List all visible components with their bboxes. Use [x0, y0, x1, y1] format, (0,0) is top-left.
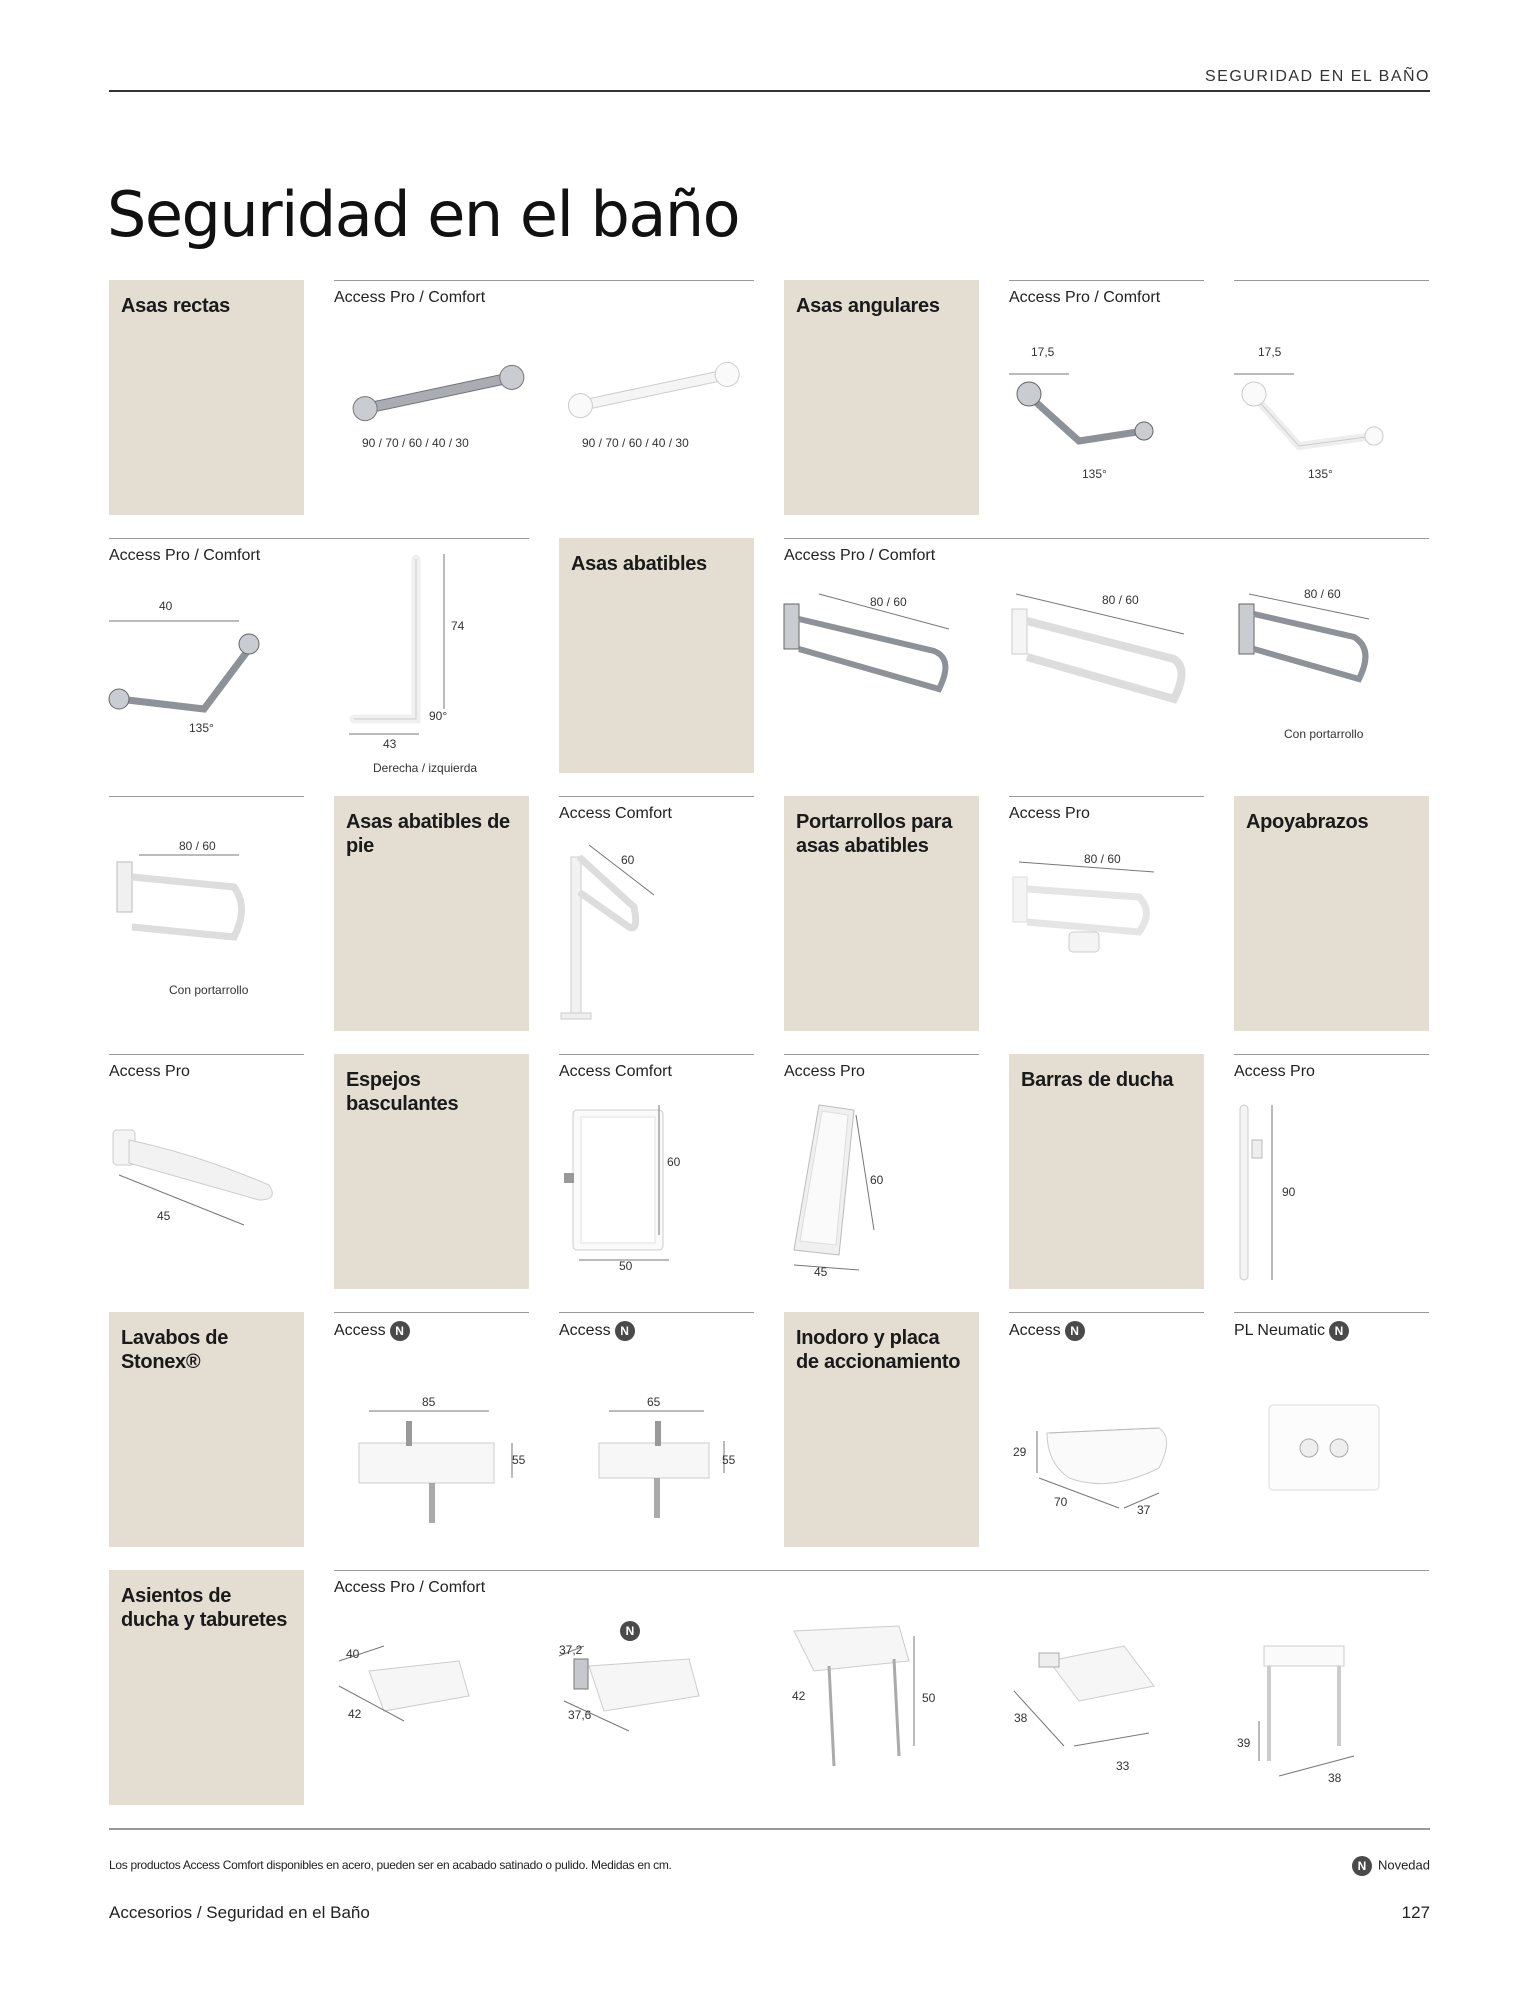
dim-label: 17,5 — [1031, 345, 1055, 359]
dim-label: 45 — [157, 1209, 171, 1223]
page-title: Seguridad en el baño — [107, 178, 740, 251]
section-tag: SEGURIDAD EN EL BAÑO — [1204, 68, 1430, 85]
angle-label: 135° — [189, 721, 214, 735]
dim-label: 74 — [451, 619, 465, 633]
range-label: Access Comfort — [559, 1063, 672, 1080]
footer-rule — [109, 1828, 1430, 1830]
dim-label: 50 — [619, 1259, 633, 1273]
angle-label: 90° — [429, 709, 448, 723]
legend-label: Novedad — [1377, 1857, 1430, 1873]
product-angular-and-vertical — [109, 538, 529, 773]
novedad-badge: N — [615, 1321, 635, 1341]
category-espejos: Espejos basculantes — [334, 1054, 529, 1289]
washbasin-85-image — [334, 1313, 529, 1548]
dim-label: 37,6 — [568, 1708, 592, 1722]
range-label: Access Pro — [1234, 1063, 1315, 1080]
dim-label: 80 / 60 — [870, 595, 907, 609]
product-inodoro — [1009, 1312, 1204, 1547]
dim-label: 33 — [1116, 1759, 1130, 1773]
novedad-badge: N — [1352, 1856, 1372, 1876]
dim-label: 38 — [1328, 1771, 1342, 1785]
dim-label: 42 — [348, 1707, 362, 1721]
header-rule — [109, 90, 1430, 92]
product-portarrollos — [1009, 796, 1204, 1031]
dim-label: 38 — [1014, 1711, 1028, 1725]
dim-label: 60 — [621, 853, 635, 867]
category-portarrollos: Portarrollos para asas abatibles — [784, 796, 979, 1031]
shower-bar-image — [1234, 1055, 1429, 1290]
dim-label: 17,5 — [1258, 345, 1282, 359]
novedad-badge: N — [620, 1621, 640, 1641]
range-label: Access Pro / Comfort — [334, 289, 486, 306]
product-asas-rectas — [334, 280, 754, 515]
product-espejo-pro — [784, 1054, 979, 1289]
novedad-badge: N — [390, 1321, 410, 1341]
angle-label: 135° — [1308, 467, 1333, 481]
range-label: Access Pro — [1009, 805, 1090, 822]
product-abatible-white-portarrollo — [109, 796, 304, 1031]
product-abatible-pie — [559, 796, 754, 1031]
range-label: Access Comfort — [559, 805, 672, 822]
category-asientos: Asientos de ducha y taburetes — [109, 1570, 304, 1805]
dim-label: 80 / 60 — [1304, 587, 1341, 601]
flush-plate-image — [1234, 1313, 1429, 1548]
dim-label: 42 — [792, 1689, 806, 1703]
category-inodoro: Inodoro y placa de accionamiento — [784, 1312, 979, 1547]
range-name: Access — [334, 1322, 386, 1340]
dim-label: 40 — [346, 1647, 360, 1661]
dim-label: 40 — [159, 599, 173, 613]
dim-label: 80 / 60 — [179, 839, 216, 853]
novedad-badge: N — [1329, 1321, 1349, 1341]
footnote: Los productos Access Comfort disponibles en acero, pueden ser en acabado satinado o pulido. Medidas en cm. — [109, 1858, 672, 1872]
product-espejo-comfort — [559, 1054, 754, 1289]
dim-label: 60 — [870, 1173, 884, 1187]
range-name: PL Neumatic — [1234, 1322, 1325, 1340]
dim-label: 70 — [1054, 1495, 1068, 1509]
derecha-izquierda-note: Derecha / izquierda — [373, 761, 478, 775]
dim-label: 80 / 60 — [1084, 852, 1121, 866]
category-apoyabrazos: Apoyabrazos — [1234, 796, 1429, 1031]
dim-label: 50 — [922, 1691, 936, 1705]
armrest-image — [109, 1055, 304, 1290]
dim-label: 65 — [647, 1395, 661, 1409]
category-asas-abatibles: Asas abatibles — [559, 538, 754, 773]
tilting-mirror-image — [559, 1055, 754, 1290]
dim-label: 55 — [722, 1453, 736, 1467]
length-dim: 90 / 70 / 60 / 40 / 30 — [582, 436, 689, 450]
floor-folding-bar-image — [559, 797, 754, 1032]
range-label: Access Pro — [109, 1063, 190, 1080]
con-portarrollo-note: Con portarrollo — [1284, 727, 1364, 741]
product-angular-steel — [1009, 280, 1204, 515]
con-portarrollo-note: Con portarrollo — [169, 983, 249, 997]
steel-straight-bar-image — [334, 281, 754, 516]
dim-label: 60 — [667, 1155, 681, 1169]
range-label: Access Pro — [784, 1063, 865, 1080]
range-label: Access Pro / Comfort — [784, 547, 936, 564]
product-angular-white — [1234, 280, 1429, 515]
breadcrumb: Accesorios / Seguridad en el Baño — [109, 1903, 370, 1922]
product-asas-abatibles — [784, 538, 1429, 773]
range-name: Access — [1009, 1322, 1061, 1340]
washbasin-65-image — [559, 1313, 754, 1548]
dim-label: 90 — [1282, 1185, 1296, 1199]
range-label: Access Pro / Comfort — [334, 1579, 486, 1596]
category-asas-abatibles-pie: Asas abatibles de pie — [334, 796, 529, 1031]
dim-label: 37,2 — [559, 1643, 583, 1657]
novedad-badge: N — [1065, 1321, 1085, 1341]
product-barra-ducha — [1234, 1054, 1429, 1289]
dim-label: 45 — [814, 1265, 828, 1279]
dim-label: 39 — [1237, 1736, 1251, 1750]
angle-label: 135° — [1082, 467, 1107, 481]
dim-label: 85 — [422, 1395, 436, 1409]
novedad-legend — [1348, 1856, 1430, 1876]
range-label: Access Pro / Comfort — [1009, 289, 1161, 306]
product-lavabo-85 — [334, 1312, 529, 1547]
range-name: Access — [559, 1322, 611, 1340]
dim-label: 29 — [1013, 1445, 1027, 1459]
product-lavabo-65 — [559, 1312, 754, 1547]
product-asientos — [334, 1570, 1429, 1805]
category-asas-rectas: Asas rectas — [109, 280, 304, 515]
category-lavabos: Lavabos de Stonex® — [109, 1312, 304, 1547]
category-asas-angulares: Asas angulares — [784, 280, 979, 515]
shower-seats-image — [334, 1571, 1429, 1806]
dim-label: 55 — [512, 1453, 526, 1467]
length-dim: 90 / 70 / 60 / 40 / 30 — [362, 436, 469, 450]
page-number: 127 — [1401, 1903, 1430, 1922]
range-label: Access Pro / Comfort — [109, 547, 261, 564]
dim-label: 37 — [1137, 1503, 1151, 1517]
product-apoyabrazos — [109, 1054, 304, 1289]
product-placa-accionamiento — [1234, 1312, 1429, 1547]
dim-label: 43 — [383, 737, 397, 751]
portarrollo-bar-image — [1009, 797, 1204, 1032]
toilet-image — [1009, 1313, 1204, 1548]
dim-label: 80 / 60 — [1102, 593, 1139, 607]
angular-and-l-bar-image — [109, 539, 529, 774]
category-barras-ducha: Barras de ducha — [1009, 1054, 1204, 1289]
